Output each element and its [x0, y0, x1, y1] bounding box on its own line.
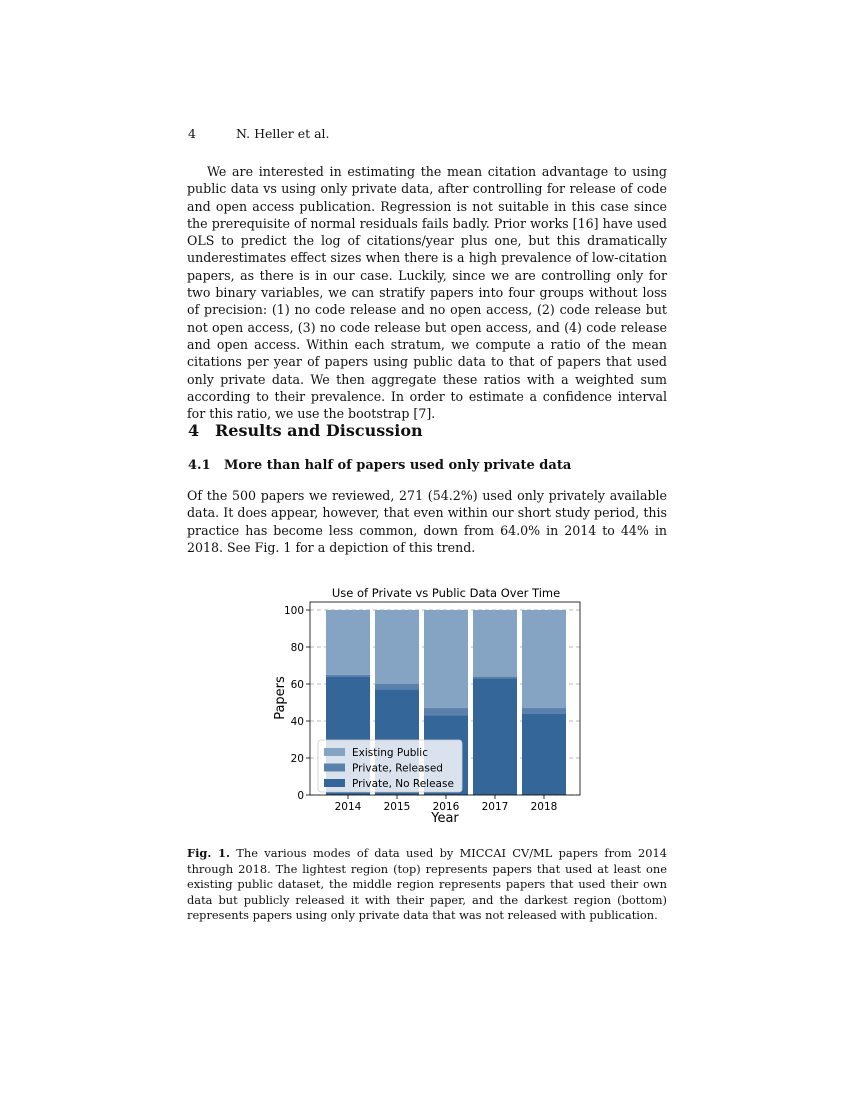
x-tick-label: 2017: [481, 801, 509, 813]
bar-segment: [473, 678, 517, 795]
legend-label: Existing Public: [352, 747, 429, 759]
bar-segment: [326, 610, 370, 675]
legend-swatch: [324, 779, 345, 787]
section-heading: [188, 421, 423, 440]
y-axis-label: Papers: [273, 676, 288, 720]
caption-text: The various modes of data used by MICCAI CV/ML papers from 2014 through 2018. The lightest region (top) represents papers that used at least one existing public dataset, the middle region represents papers that used their own data but publicly released it with their paper, and the darkest region (bottom) represents papers using only private data that was not released with publication.: [187, 846, 668, 923]
section-number: 4: [188, 421, 200, 440]
chart-title: Use of Private vs Public Data Over Time: [331, 586, 561, 600]
x-tick-label: 2015: [383, 801, 411, 813]
paragraph-results: Of the 500 papers we reviewed, 271 (54.2%) used only privately available data. It does appear, however, that even within our short study period, this practice has become less common, down from 64.0% in 2014 to 44% in 2018. See Fig. 1 for a depiction of this trend.: [187, 488, 667, 555]
legend-label: Private, Released: [352, 762, 443, 775]
bar-segment: [326, 675, 370, 677]
page-header: [188, 126, 330, 141]
legend-swatch: [324, 764, 345, 772]
subsection-number: 4.1: [188, 458, 211, 473]
page-number: 4: [188, 126, 196, 141]
bar-segment: [424, 708, 468, 715]
bar-segment: [522, 714, 566, 795]
bar-segment: [424, 610, 468, 708]
y-tick-label: 80: [290, 642, 304, 654]
bar-segment: [473, 610, 517, 677]
caption-label: Fig. 1.: [187, 846, 230, 860]
x-tick-label: 2016: [432, 801, 460, 813]
bar-segment: [522, 610, 566, 708]
running-authors: N. Heller et al.: [235, 126, 330, 141]
y-tick-label: 0: [297, 790, 304, 802]
x-tick-label: 2014: [334, 801, 362, 813]
paragraph-methods: We are interested in estimating the mean citation advantage to using public data vs using only private data, after controlling for release of code and open access publication. Regression is not suitable in this case since the prerequisite of normal residuals fails badly. Prior works [16] have used OLS to predict the log of citations/year plus one, but this dramatically underestimates effect sizes when there is a high prevalence of low-citation papers, as there is in our case. Luckily, since we are controlling only for two binary variables, we can stratify papers into four groups without loss of precision: (1) no code release and no open access, (2) code release but not open access, (3) no code release but open access, and (4) code release and open access. Within each stratum, we compute a ratio of the mean citations per year of papers using public data to that of papers that used only private data. We then aggregate these ratios with a weighted sum according to their prevalence. In order to estimate a confidence interval for this ratio, we use the bootstrap [7].: [187, 164, 667, 422]
y-tick-label: 40: [290, 716, 304, 728]
legend-label: Private, No Release: [352, 778, 454, 790]
legend: [318, 740, 462, 792]
bar-segment: [375, 610, 419, 684]
y-tick-label: 100: [283, 605, 304, 617]
figure-caption: [187, 846, 667, 924]
stacked-bar-chart: [268, 582, 588, 832]
x-tick-label: 2018: [530, 801, 558, 813]
section-title: Results and Discussion: [215, 421, 423, 440]
y-tick-label: 20: [290, 753, 304, 765]
bar-segment: [473, 677, 517, 679]
x-axis-label: Year: [431, 811, 459, 826]
subsection-title: More than half of papers used only private data: [224, 458, 572, 473]
y-tick-label: 60: [290, 679, 304, 691]
bar-segment: [375, 684, 419, 690]
legend-swatch: [324, 748, 345, 756]
bar-segment: [522, 708, 566, 714]
subsection-heading: [188, 458, 571, 473]
